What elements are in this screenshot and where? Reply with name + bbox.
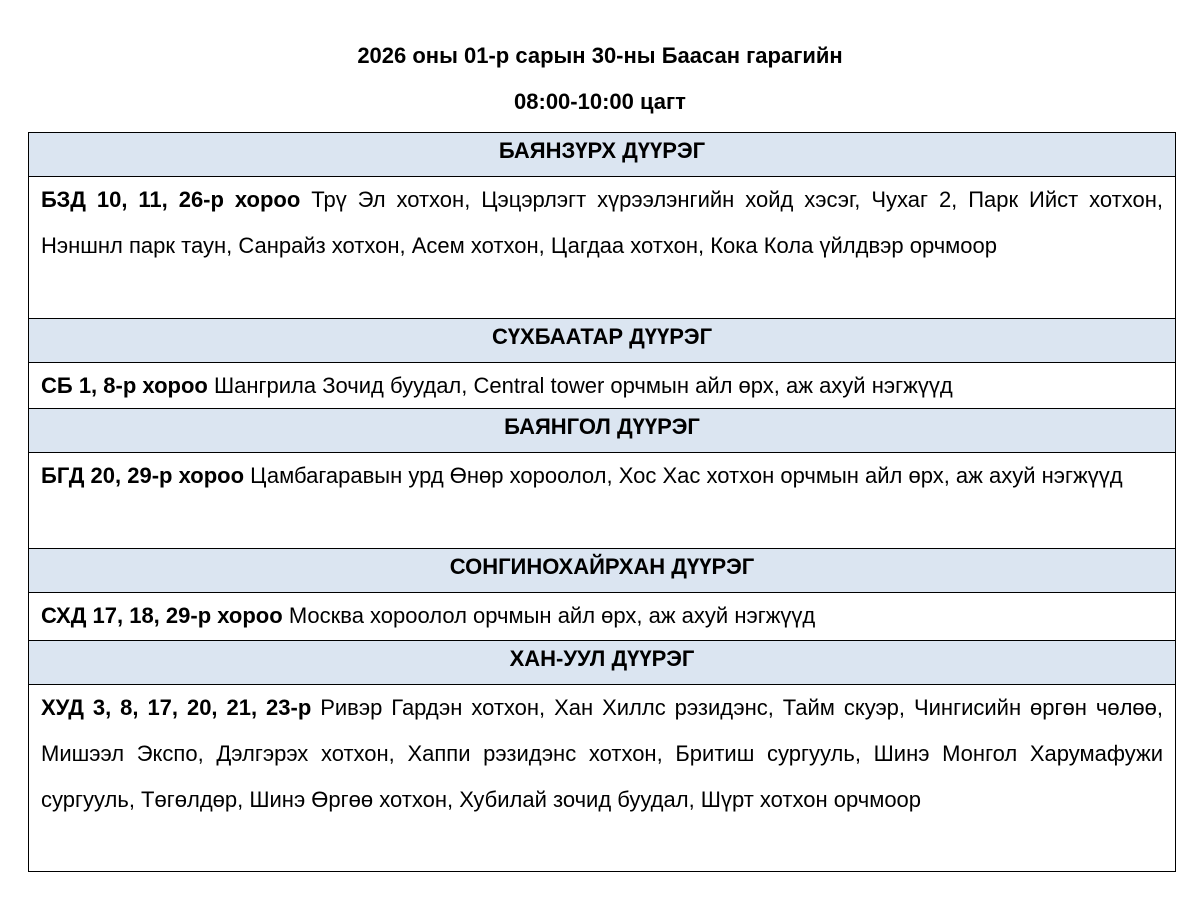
district-code: СБ 1, 8-р хороо	[41, 373, 208, 398]
district-header-bayanzurkh: БАЯНЗҮРХ ДҮҮРЭГ	[29, 133, 1175, 177]
district-code: СХД 17, 18, 29-р хороо	[41, 603, 283, 628]
district-details-bayangol	[29, 453, 1175, 549]
district-areas: Москва хороолол орчмын айл өрх, аж ахуй нэгжүүд	[288, 603, 816, 628]
district-areas: Ривэр Гардэн хотхон, Хан Хиллс рэзидэнс, Тайм скуэр, Чингисийн өргөн чөлөө, Мишээл Экспо, Дэлгэрэх хотхон, Хаппи рэзидэнс хотхон, Бритиш сургууль, Шинэ Монгол Харумафужи сургууль, Төгөлдөр, Шинэ Өргөө хотхон, Хубилай зочид буудал, Шүрт хотхон орчмоор	[41, 695, 1163, 812]
district-details-songinokhairkhan	[29, 593, 1175, 641]
district-header-sukhbaatar: СҮХБААТАР ДҮҮРЭГ	[29, 319, 1175, 363]
district-header-khan-uul: ХАН-УУЛ ДҮҮРЭГ	[29, 641, 1175, 685]
district-details-bayanzurkh	[29, 177, 1175, 319]
district-areas: Шангрила Зочид буудал, Central tower орчмын айл өрх, аж ахуй нэгжүүд	[213, 373, 953, 398]
title-date: 2026 оны 01-р сарын 30-ны Баасан гарагийн	[357, 43, 843, 68]
schedule-table	[28, 132, 1176, 872]
district-details-sukhbaatar	[29, 363, 1175, 409]
district-details-khan-uul	[29, 685, 1175, 871]
district-code: ХУД 3, 8, 17, 20, 21, 23-р	[41, 695, 312, 720]
district-areas: Цамбагаравын урд Өнөр хороолол, Хос Хас хотхон орчмын айл өрх, аж ахуй нэгжүүд	[250, 463, 1123, 488]
district-areas: Трү Эл хотхон, Цэцэрлэгт хүрээлэнгийн хойд хэсэг, Чухаг 2, Парк Ийст хотхон, Нэншнл парк таун, Санрайз хотхон, Асем хотхон, Цагдаа хотхон, Кока Кола үйлдвэр орчмоор	[41, 187, 1163, 258]
district-header-songinokhairkhan: СОНГИНОХАЙРХАН ДҮҮРЭГ	[29, 549, 1175, 593]
district-code: БЗД 10, 11, 26-р хороо	[41, 187, 301, 212]
title-time: 08:00-10:00 цагт	[514, 89, 686, 114]
district-code: БГД 20, 29-р хороо	[41, 463, 245, 488]
district-header-bayangol: БАЯНГОЛ ДҮҮРЭГ	[29, 409, 1175, 453]
